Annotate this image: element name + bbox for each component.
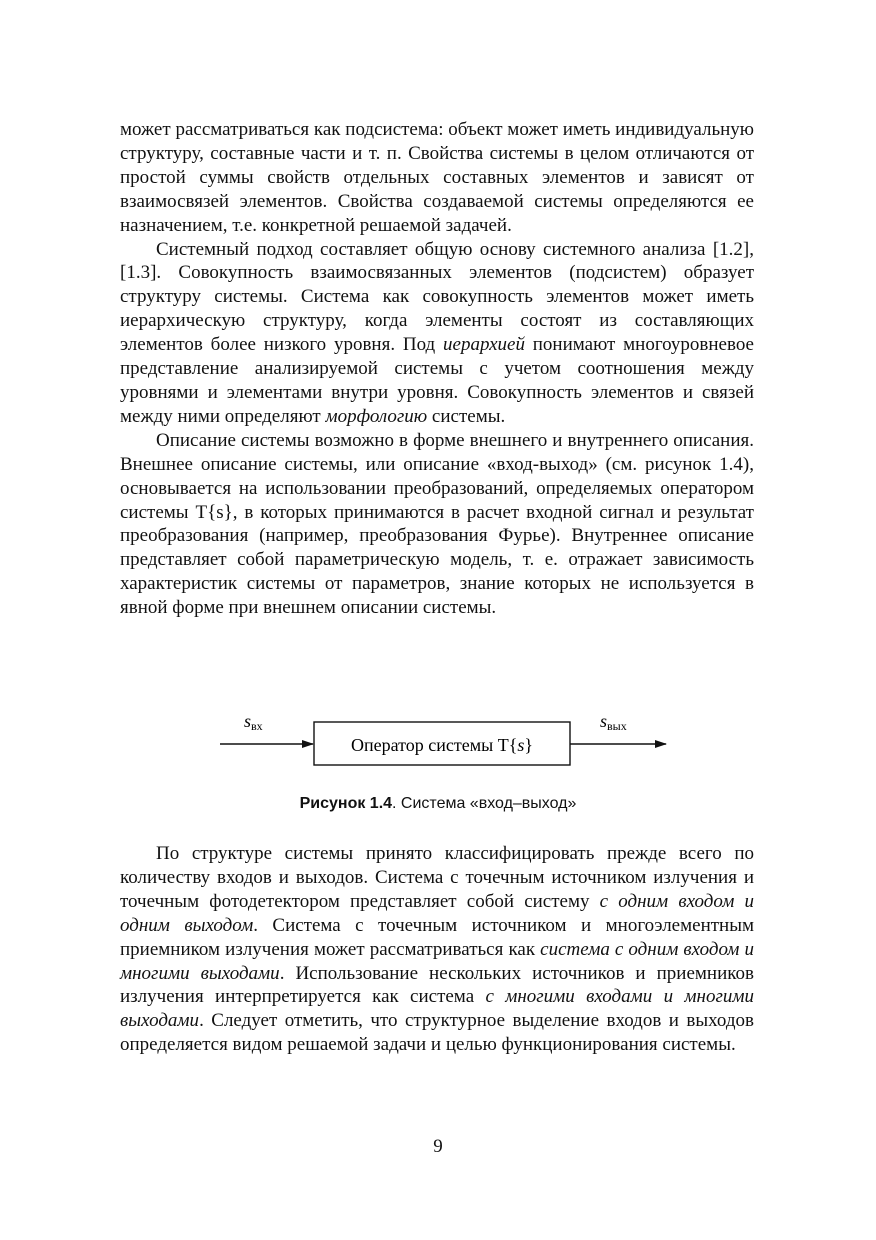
paragraph-4 [120, 842, 754, 1057]
term-simo: система с одним входом и многими выходами [120, 938, 754, 984]
operator-label: Оператор системы T{s} [350, 735, 534, 755]
paragraph-2 [120, 238, 754, 429]
io-diagram-svg [216, 712, 676, 774]
paragraph-4-text-cont: . Система с точечным источником и многоэлементным приемником излучения может рассматриваться как [120, 914, 754, 960]
paragraph-4-text-cont2: . Использование нескольких источников и приемников излучения интерпретируется как система [120, 962, 754, 1008]
page-number: 9 [433, 1136, 443, 1157]
term-siso: с одним входом и одним выходом [120, 890, 754, 936]
paragraph-2-text-cont: понимают многоуровневое представление анализируемой системы с учетом соотношения между уровнями и элементами внутри уровня. Совокупность элементов и связей между ними определяют [120, 334, 754, 427]
paragraph-4-text-end: . Следует отметить, что структурное выделение входов и выходов определяется видом решаемой задачи и целью функционирования системы. [120, 1010, 754, 1056]
body-text-top [120, 118, 754, 620]
body-text-bottom [120, 842, 754, 1057]
term-morphology: морфологию [325, 405, 428, 427]
caption-text: . Система «вход–выход» [392, 795, 577, 812]
paragraph-4-text: По структуре системы принято классифицировать прежде всего по количеству входов и выходов. Система с точечным источником излучения и точечным фотодетектором представляет собой систему [120, 843, 754, 912]
paragraph-1: может рассматриваться как подсистема: объект может иметь индивидуальную структуру, составные части и т. п. Свойства системы в целом отличаются от простой суммы свойств отдельных составных элементов и зависят от взаимосвязей элементов. Свойства создаваемой системы определяются ее назначением, т.е. конкретной решаемой задачей. [120, 119, 754, 236]
term-mimo: с многими входами и многими выходами [120, 986, 754, 1032]
caption-number: Рисунок 1.4 [299, 795, 393, 812]
io-diagram [216, 712, 676, 774]
paragraph-2-text-end: системы. [427, 405, 506, 427]
figure-caption [0, 795, 876, 813]
output-signal-label: sвых [600, 712, 627, 733]
input-signal-label: sвх [244, 712, 263, 733]
term-hierarchy: иерархией [443, 334, 525, 356]
paragraph-2-text: Системный подход составляет общую основу системного анализа [1.2], [1.3]. Совокупность взаимосвязанных элементов (подсистем) образует структуру системы. Система как совокупность элементов может иметь иерархическую структуру, когда элементы состоят из составляющих элементов более низкого уровня. Под [120, 238, 754, 356]
paragraph-3: Описание системы возможно в форме внешнего и внутреннего описания. Внешнее описание системы, или описание «вход-выход» (см. рисунок 1.4), основывается на использовании преобразований, определяемых оператором системы T{s}, в которых принимаются в расчет входной сигнал и результат преобразования (например, преобразования Фурье). Внутреннее описание представляет собой параметрическую модель, т. е. отражает зависимость характеристик системы от параметров, знание которых не используется в явной форме при внешнем описании системы. [120, 429, 754, 619]
